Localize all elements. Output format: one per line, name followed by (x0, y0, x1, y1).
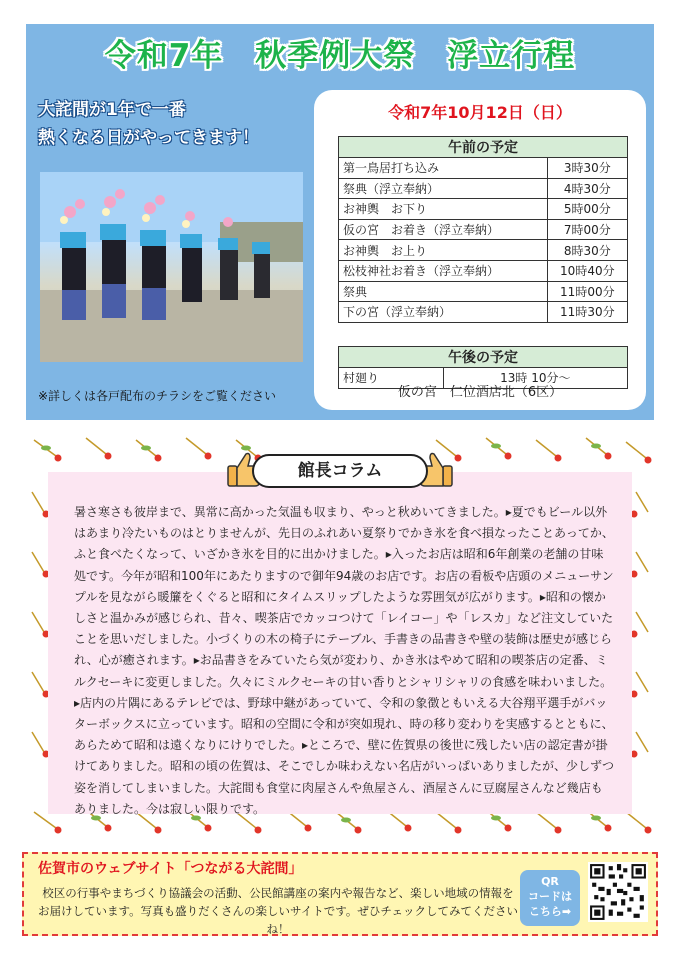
qr-label-line-2: コードは (528, 890, 572, 903)
website-description (28, 884, 528, 938)
time-cell: 11時00分 (547, 281, 627, 302)
time-cell: 13時 10分～ (443, 368, 627, 389)
festival-title: 令和7年 秋季例大祭 浮立行程 (104, 38, 576, 74)
afternoon-header: 午後の予定 (339, 347, 628, 368)
event-cell: 村廻り (339, 368, 444, 389)
time-cell: 8時30分 (547, 240, 627, 261)
website-description-line-1: 校区の行事やまちづくり協議会の活動、公民館講座の案内や報告など、楽しい地域の情報を (42, 886, 514, 900)
event-cell: 祭典 (339, 281, 548, 302)
website-title: 佐賀市のウェブサイト「つながる大詫間」 (38, 861, 303, 877)
event-cell: 松枝神社お着き（浮立奉納） (339, 260, 548, 281)
event-cell: 祭典（浮立奉納） (339, 178, 548, 199)
table-row (339, 260, 628, 281)
event-cell: お神輿 お下り (339, 199, 548, 220)
time-cell: 4時30分 (547, 178, 627, 199)
qr-label-line-3: こちら➡ (528, 905, 572, 918)
procession-illustration (40, 172, 303, 362)
qr-label-line-1: QR (541, 875, 559, 888)
morning-schedule-table (338, 136, 628, 323)
event-cell: お神輿 お上り (339, 240, 548, 261)
website-info-section (22, 852, 658, 936)
morning-header: 午前の予定 (339, 137, 628, 158)
time-cell: 11時30分 (547, 302, 627, 323)
event-cell: 仮の宮 お着き（浮立奉納） (339, 219, 548, 240)
event-cell: 下の宮（浮立奉納） (339, 302, 548, 323)
festival-photo (40, 172, 303, 362)
table-row (339, 281, 628, 302)
time-cell: 7時00分 (547, 219, 627, 240)
flyer-note: ※詳しくは各戸配布のチラシをご覧ください (38, 389, 277, 403)
table-row (339, 178, 628, 199)
time-cell: 10時40分 (547, 260, 627, 281)
table-row (339, 219, 628, 240)
event-cell: 第一鳥居打ち込み (339, 158, 548, 179)
table-row (339, 240, 628, 261)
qr-code-icon[interactable] (588, 862, 648, 922)
column-title: 館長コラム (252, 454, 428, 488)
column-body: 暑さ寒さも彼岸まで、異常に高かった気温も収まり、やっと秋めいてきました。▸夏でもビール以外はあまり冷たいものはとりませんが、先日のふれあい夏祭りでかき氷を食べ損なったことあってか、ふと食べたくなって、いざかき氷を目的に出かけました。▸入ったお店は昭和6年創業の老舗の甘味処です。今年が昭和100年にあたりますので御年94歳のお店です。お店の看板や店頭のメニューサンプルを見ながら暖簾をくぐると昭和にタイムスリップしたような雰囲気が広がります。▸昭和の懐かしさと温かみが感じられ、昔々、喫茶店でカッコつけて「レイコー」や「レスカ」など注文していたことを思いだしました。小づくりの木の椅子にテーブル、手書きの品書きや壁の装飾は歴史が感じられ、心が癒されます。▸お品書きをみていたら気が変わり、かき氷はやめて昭和の喫茶店の定番、ミルクセーキに変更しました。久々にミルクセーキの甘い香りとシャリシャリの食感を味わいました。▸店内の片隅にあるテレビでは、野球中継があっていて、令和の象徴ともいえる大谷翔平選手がバッターボックスに立っています。昭和の空間に令和が突如現れ、時の移り変わりを実感するとともに、あらためて昭和は遠くなりにけりでした。▸ところで、壁に佐賀県の後世に残したい店の認定書が掛けてありました。昭和の頃の佐賀は、そこでしか味わえない名店がいっぱいありましたが、少しずつ姿を消してしまいました。大詫間も食堂に肉屋さんや魚屋さん、酒屋さんに豆腐屋さんなど幾店もありました。今は寂しい限りです。 (74, 505, 615, 816)
festival-tagline (38, 96, 318, 152)
table-row (339, 302, 628, 323)
festival-date: 令和7年10月12日（日） (388, 103, 572, 122)
time-cell: 3時30分 (547, 158, 627, 179)
table-row (339, 158, 628, 179)
tagline-line-1: 大詫間が1年で一番 (38, 100, 186, 120)
table-row (339, 199, 628, 220)
website-description-line-2: お届けしています。写真も盛りだくさんの楽しいサイトです。ぜひチェックしてみてくださいね！ (37, 904, 518, 936)
tagline-line-2: 熱くなる日がやってきます！ (38, 128, 259, 148)
qr-code-label (520, 870, 580, 926)
festival-section (26, 24, 654, 420)
temporary-shrine-location: 仮の宮 仁位酒店北（6区） (397, 385, 563, 400)
time-cell: 5時00分 (547, 199, 627, 220)
schedule-panel (314, 90, 646, 410)
